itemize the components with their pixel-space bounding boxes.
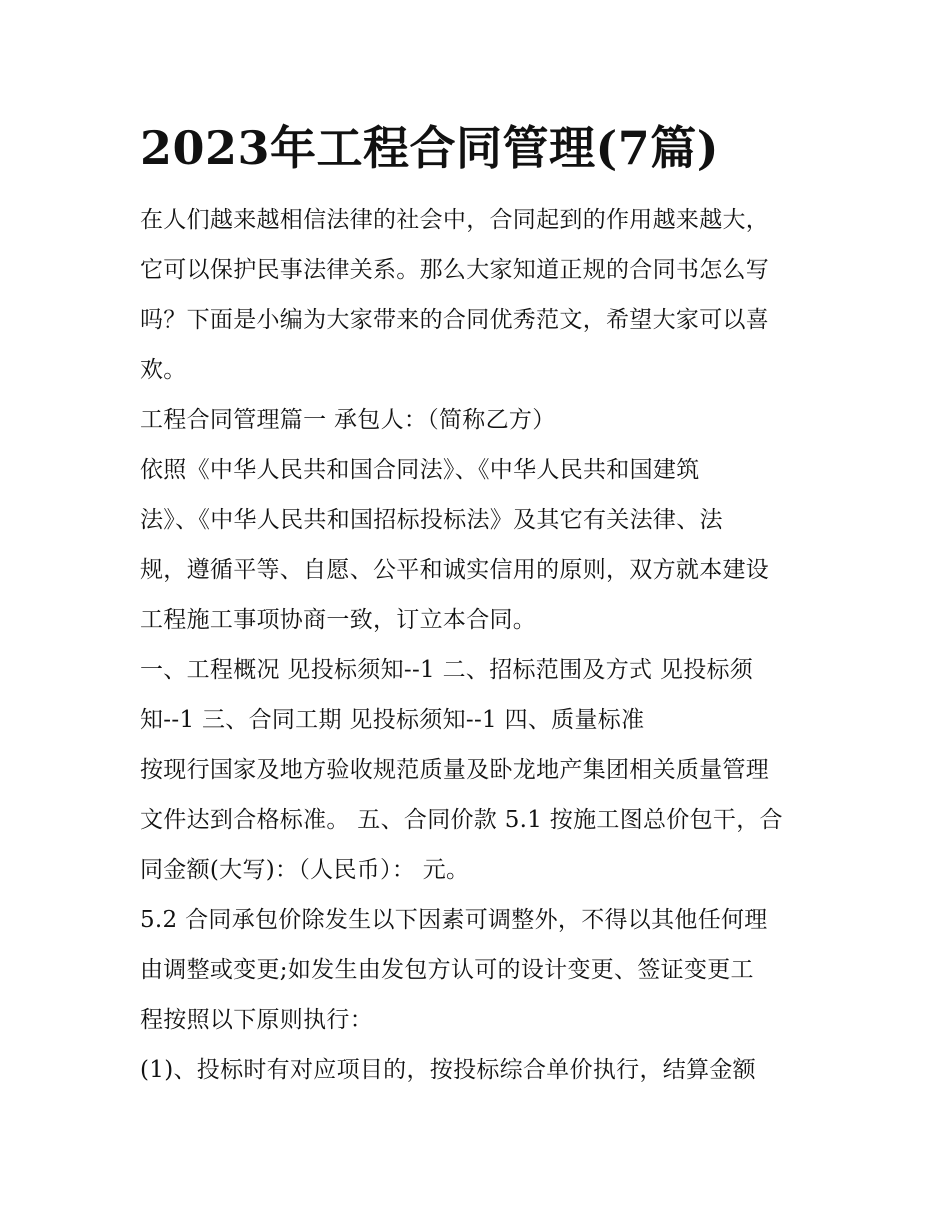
paragraph-line: 按现行国家及地方验收规范质量及卧龙地产集团相关质量管理 [140, 757, 770, 783]
paragraph-line: 依照《中华人民共和国合同法》、《中华人民共和国建筑 [140, 457, 700, 483]
paragraph-line: 由调整或变更;如发生由发包方认可的设计变更、签证变更工 [140, 957, 754, 983]
document-title: 2023年工程合同管理(7篇) [140, 121, 720, 175]
paragraph-line: 吗？下面是小编为大家带来的合同优秀范文，希望大家可以喜 [140, 307, 770, 333]
paragraph-line: 同金额(大写)：（人民币）： 元。 [140, 857, 470, 883]
paragraph-line: 规，遵循平等、自愿、公平和诚实信用的原则，双方就本建设 [140, 557, 770, 583]
paragraph-line: 法》、《中华人民共和国招标投标法》及其它有关法律、法 [140, 507, 723, 533]
section-heading-line: 工程合同管理篇一 承包人：（简称乙方） [140, 407, 556, 433]
paragraph-line: 程按照以下原则执行： [140, 1007, 373, 1033]
paragraph-line: 文件达到合格标准。 五、合同价款 5.1 按施工图总价包干，合 [140, 807, 783, 833]
paragraph-line: 欢。 [140, 357, 187, 383]
paragraph-line: 一、工程概况 见投标须知--1 二、招标范围及方式 见投标须 [140, 657, 754, 683]
paragraph-line: 5.2 合同承包价除发生以下因素可调整外，不得以其他任何理 [140, 907, 768, 933]
paragraph-line: 在人们越来越相信法律的社会中，合同起到的作用越来越大， [140, 207, 770, 233]
paragraph-line: 工程施工事项协商一致，订立本合同。 [140, 607, 537, 633]
paragraph-line: 知--1 三、合同工期 见投标须知--1 四、质量标准 [140, 707, 645, 733]
paragraph-line: (1)、投标时有对应项目的，按投标综合单价执行，结算金额 [140, 1057, 756, 1083]
paragraph-line: 它可以保护民事法律关系。那么大家知道正规的合同书怎么写 [140, 257, 770, 283]
